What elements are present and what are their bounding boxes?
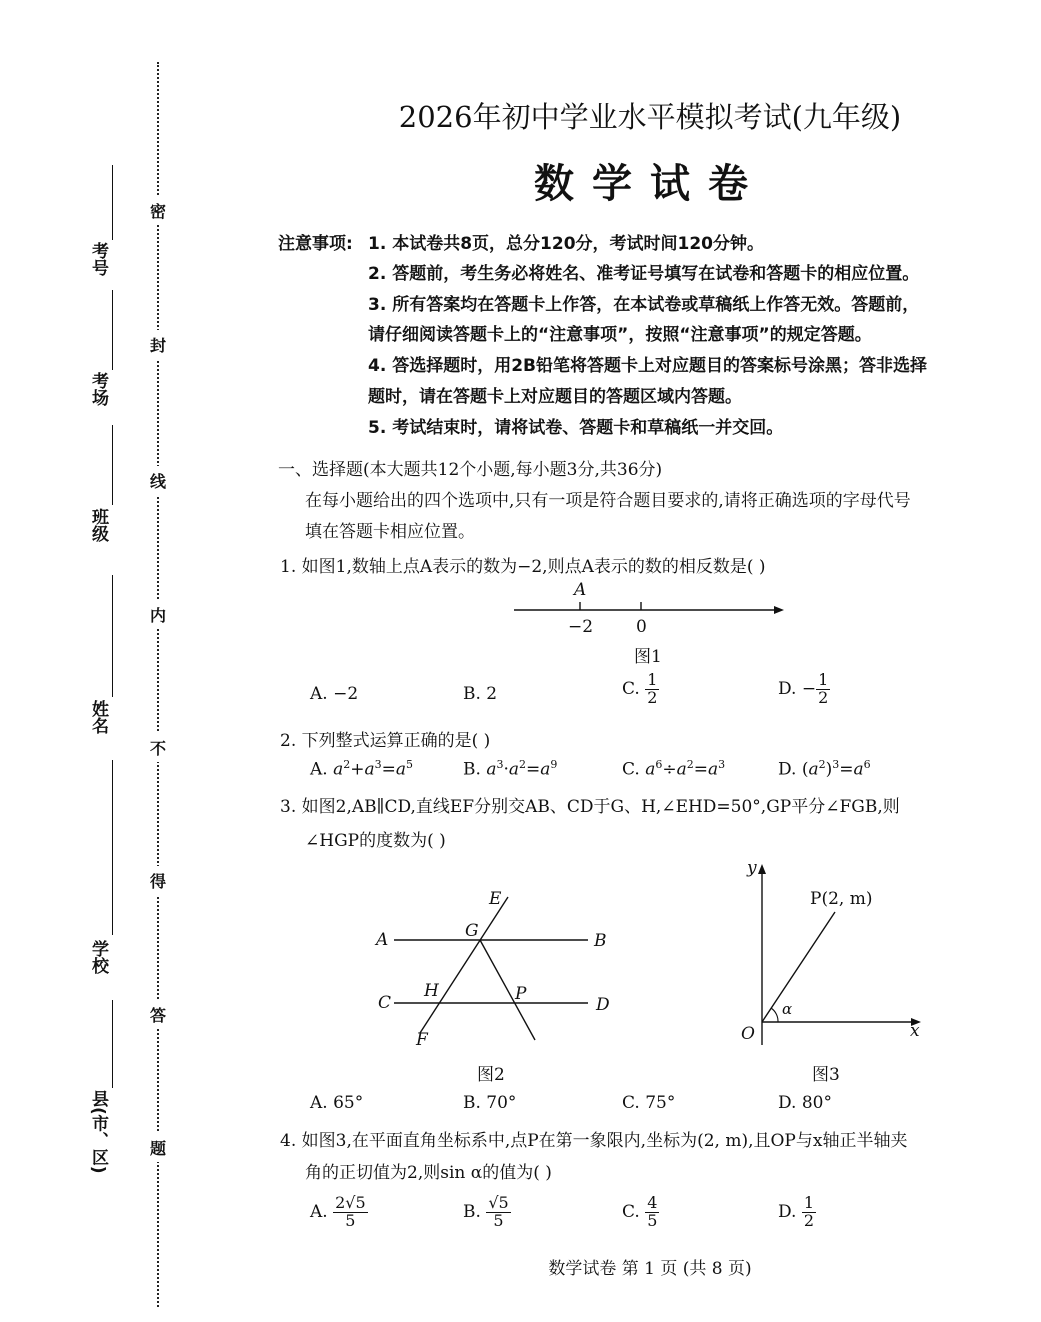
seal-dotted-line: [157, 62, 159, 1307]
note-item: 2. 答题前，考生务必将姓名、准考证号填写在试卷和答题卡的相应位置。: [368, 264, 920, 284]
field-exam-room-underline: [112, 290, 113, 370]
seal-char: 封: [150, 330, 166, 359]
seal-char: 内: [150, 600, 166, 629]
q2-option-b: B. $a^3\cdot a^2=a^9$: [463, 758, 558, 780]
fig2-label-e: E: [489, 889, 502, 909]
fig2-label-g: G: [465, 921, 479, 941]
field-name: 姓名: [88, 700, 108, 734]
notes-label: 注意事项:: [278, 234, 353, 254]
q4-option-c: C. $\frac{4}{5}$: [622, 1193, 658, 1230]
question-1-text: 1. 如图1,数轴上点A表示的数为−2,则点A表示的数的相反数是( ): [280, 557, 766, 577]
fig2-label-d: D: [596, 995, 610, 1015]
figure-2-parallel-lines: [370, 885, 630, 1055]
q3-option-b: B. 70°: [463, 1093, 517, 1113]
q1-option-d: D. − $\frac{1}{2}$: [778, 670, 829, 707]
note-item: 题时，请在答题卡上对应题目的答题区域内答题。: [368, 387, 742, 407]
note-item: 1. 本试卷共8页，总分120分，考试时间120分钟。: [368, 234, 765, 254]
seal-char: 线: [150, 466, 166, 495]
fig2-label-h: H: [424, 981, 439, 1001]
section-instruction: 填在答题卡相应位置。: [305, 522, 475, 542]
q1-option-c: C. $\frac{1}{2}$: [622, 670, 658, 707]
section-instruction: 在每小题给出的四个选项中,只有一项是符合题目要求的,请将正确选项的字母代号: [305, 491, 911, 511]
note-item: 3. 所有答案均在答题卡上作答，在本试卷或草稿纸上作答无效。答题前，: [368, 295, 920, 315]
fig3-label-p: P(2, m): [810, 889, 873, 909]
q4-option-b: B. $\frac{√5}{5}$: [463, 1193, 509, 1230]
note-item: 5. 考试结束时，请将试卷、答题卡和草稿纸一并交回。: [368, 418, 784, 438]
seal-char: 密: [150, 196, 166, 225]
q2-option-c: C. $a^6\div a^2=a^3$: [622, 758, 726, 780]
q1-option-b: B. 2: [463, 684, 498, 704]
fig2-label-c: C: [378, 993, 392, 1013]
figure-1-caption: 图1: [634, 647, 662, 667]
question-2-text: 2. 下列整式运算正确的是( ): [280, 731, 491, 751]
field-exam-number-underline: [112, 165, 113, 240]
note-item: 请仔细阅读答题卡上的“注意事项”，按照“注意事项”的规定答题。: [368, 325, 872, 345]
fig3-label-o: O: [741, 1024, 755, 1044]
q3-option-d: D. 80°: [778, 1093, 832, 1113]
field-county-underline: [112, 1000, 113, 1088]
field-class-underline: [112, 425, 113, 505]
q4-option-d: D. $\frac{1}{2}$: [778, 1193, 815, 1230]
seal-char: 得: [150, 866, 166, 895]
question-3-line2: ∠HGP的度数为( ): [305, 831, 446, 851]
field-county: 县(市、区): [88, 1090, 108, 1174]
fig2-label-f: F: [416, 1030, 428, 1050]
field-school-underline: [112, 760, 113, 935]
q1-option-a: A. −2: [310, 684, 359, 704]
figure-1-tick-neg2: −2: [568, 617, 594, 637]
fig2-label-p: P: [515, 984, 527, 1004]
question-4-line2: 角的正切值为2,则sin α的值为( ): [305, 1163, 552, 1183]
fig3-label-x: x: [910, 1021, 920, 1041]
fig3-label-y: y: [747, 858, 757, 878]
field-school: 学校: [88, 940, 108, 974]
q4-option-a: A. $\frac{2√5}{5}$: [310, 1193, 366, 1230]
exam-title: 2026年初中学业水平模拟考试(九年级): [398, 100, 902, 134]
field-exam-number: 考号: [88, 242, 108, 276]
q3-option-c: C. 75°: [622, 1093, 676, 1113]
field-name-underline: [112, 575, 113, 697]
note-item: 4. 答选择题时，用2B铅笔将答题卡上对应题目的答案标号涂黑；答非选择: [368, 356, 927, 376]
field-class: 班级: [88, 508, 108, 542]
seal-char: 不: [150, 733, 166, 762]
fig2-label-a: A: [376, 930, 389, 950]
field-exam-room: 考场: [88, 372, 108, 406]
seal-char: 答: [150, 1000, 166, 1029]
figure-1-point-a: A: [574, 580, 587, 600]
question-4-line1: 4. 如图3,在平面直角坐标系中,点P在第一象限内,坐标为(2, m),且OP与x轴正半轴夹: [280, 1131, 908, 1151]
page-footer: 数学试卷 第 1 页 (共 8 页): [548, 1259, 752, 1279]
exam-subtitle: 数学试卷: [534, 161, 766, 207]
fig3-label-alpha: α: [782, 1000, 793, 1018]
q3-option-a: A. 65°: [310, 1093, 364, 1113]
figure-3-caption: 图3: [812, 1065, 840, 1085]
figure-1-tick-zero: 0: [636, 617, 647, 637]
seal-char: 题: [150, 1133, 166, 1162]
fig2-label-b: B: [594, 931, 607, 951]
figure-2-caption: 图2: [477, 1065, 505, 1085]
section-title: 一、选择题(本大题共12个小题,每小题3分,共36分): [278, 460, 663, 480]
q2-option-a: A. $a^2+a^3=a^5$: [310, 758, 414, 780]
q2-option-d: D. $(a^2)^3=a^6$: [778, 758, 871, 780]
question-3-line1: 3. 如图2,AB∥CD,直线EF分别交AB、CD于G、H,∠EHD=50°,GP平分∠FGB,则: [280, 797, 900, 817]
